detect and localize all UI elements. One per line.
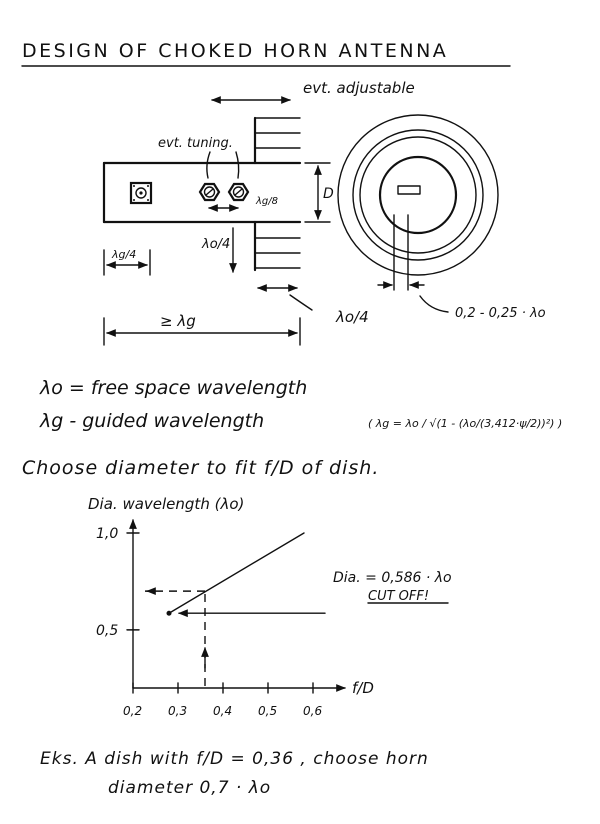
instruction-text: Choose diameter to fit f/D of dish. xyxy=(22,457,380,479)
connector-icon xyxy=(131,183,151,203)
definition-free-space: λo = free space wavelength xyxy=(40,377,308,399)
lambda-g-over-4-label: λg/4 xyxy=(112,248,137,261)
cutoff-note: CUT OFF! xyxy=(368,589,430,604)
horn-side-view xyxy=(104,79,415,345)
example-line-2: diameter 0,7 · λo xyxy=(108,778,272,798)
tuning-label: evt. tuning. xyxy=(158,136,233,151)
series-line xyxy=(169,533,304,613)
y-tick-label: 0,5 xyxy=(96,622,119,639)
lambda-0-over-4-bottom-label: λo/4 xyxy=(336,308,369,326)
x-tick-label: 0,4 xyxy=(213,704,233,718)
cutoff-annotation: Dia. = 0,586 · λo xyxy=(333,570,452,586)
probe-range-label: 0,2 - 0,25 · λo xyxy=(455,306,546,321)
x-tick-label: 0,5 xyxy=(258,704,278,718)
y-tick-label: 1,0 xyxy=(96,526,119,542)
tuning-screw-icon xyxy=(229,184,248,200)
cutoff-point xyxy=(167,611,172,616)
page-title: DESIGN OF CHOKED HORN ANTENNA xyxy=(22,40,449,62)
y-axis-label: Dia. wavelength (λo) xyxy=(88,495,245,513)
min-length-label: ≥ λg xyxy=(160,312,196,330)
tuning-screw-icon xyxy=(200,184,219,200)
lambda-g-over-8-label: λg/8 xyxy=(256,196,278,207)
lambda-0-over-4-side-label: λo/4 xyxy=(202,237,231,252)
x-tick-label: 0,6 xyxy=(303,704,323,718)
chart xyxy=(88,495,452,718)
example-line-1: Eks. A dish with f/D = 0,36 , choose horn xyxy=(40,749,429,769)
diameter-label: D xyxy=(323,186,334,202)
guided-wavelength-formula: ( λg = λo / √(1 - (λo/(3,412·ψ/2))²) ) xyxy=(368,417,563,430)
definition-guided: λg - guided wavelength xyxy=(40,410,265,432)
x-tick-label: 0,2 xyxy=(123,704,143,718)
x-axis-label: f/D xyxy=(352,679,374,697)
x-tick-label: 0,3 xyxy=(168,704,188,718)
horn-front-view xyxy=(338,115,546,321)
adjustable-label: evt. adjustable xyxy=(303,79,415,97)
